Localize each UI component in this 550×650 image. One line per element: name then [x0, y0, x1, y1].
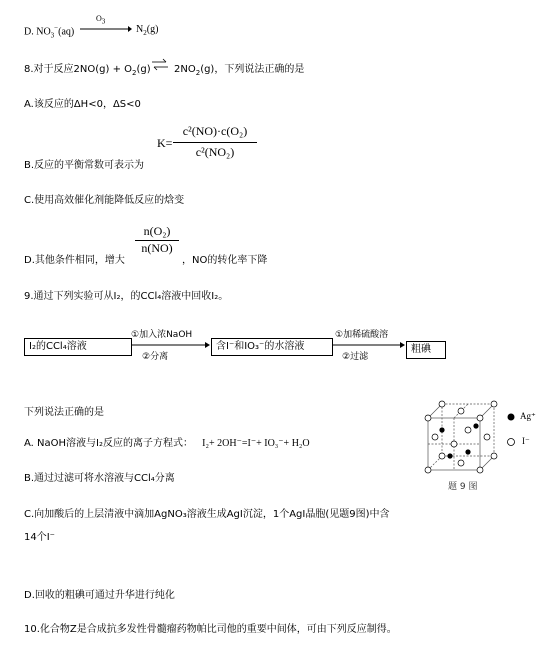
q7-arrow-label: $O_3$	[96, 14, 106, 26]
q8-option-b: B.反应的平衡常数可表示为	[24, 160, 145, 171]
legend-ag: Ag⁺	[520, 411, 536, 421]
legend-i: I⁻	[522, 436, 530, 446]
reaction-arrow-icon	[80, 24, 132, 34]
q8-option-d-right: ，NO的转化率下降	[182, 255, 268, 266]
k-denominator: c²(NO₂)	[195, 145, 235, 159]
ratio-numerator: n(O₂)	[143, 224, 171, 238]
flow-step1-bottom: ②分离	[142, 352, 169, 362]
q8-stem-right: $2NO_2(g)$，下列说法正确的是	[174, 64, 305, 77]
flow-box-i2-ccl4: I₂的CCl₄溶液	[24, 338, 132, 356]
k-label: K=	[157, 136, 173, 150]
agi-unit-cell-figure	[420, 400, 500, 474]
q9-option-c-line1: C.向加酸后的上层清液中滴加AgNO₃溶液生成AgI沉淀，1个AgI晶胞(见题9图)中含	[24, 509, 390, 520]
k-fraction-bar	[173, 142, 257, 143]
q8-option-d-left: D.其他条件相同，增大	[24, 255, 125, 266]
q8-option-a: A.该反应的ΔH<0，ΔS<0	[24, 99, 141, 110]
q10-stem: 10.化合物Z是合成抗多发性骨髓瘤药物帕比司他的重要中间体，可由下列反应制得。	[24, 624, 397, 635]
q9-option-b: B.通过过滤可将水溶液与CCl₄分离	[24, 473, 175, 484]
flow-step2-bottom: ②过滤	[342, 352, 369, 362]
q9-option-a: A. NaOH溶液与I₂反应的离子方程式： I₂+ 2OH⁻=I⁻+ IO₃⁻+ H₂O	[24, 438, 310, 449]
ag-ion-legend-icon	[506, 412, 516, 422]
equilibrium-arrow-icon	[150, 58, 170, 72]
flow-box-crude-iodine: 粗碘	[406, 341, 446, 359]
k-numerator: c²(NO)·c(O₂)	[182, 124, 248, 138]
flow-step2-top: ①加稀硫酸溶	[335, 330, 389, 340]
flow-box-aqueous: 含I⁻和IO₃⁻的水溶液	[211, 338, 333, 356]
q8-stem-left: 8.对于反应$2NO(g) + O_2(g)$	[24, 64, 151, 77]
q9-option-c-line2: 14个I⁻	[24, 532, 55, 543]
figure-caption: 题 9 图	[448, 482, 478, 492]
q9-stem: 9.通过下列实验可从I₂，的CCl₄溶液中回收I₂。	[24, 291, 229, 302]
q8-option-c: C.使用高效催化剂能降低反应的焓变	[24, 195, 185, 206]
flow-step1-top: ①加入浓NaOH	[131, 330, 193, 340]
ratio-denominator: n(NO)	[141, 241, 173, 255]
q7-product: $N_2(g)$	[136, 24, 159, 37]
q9-lead: 下列说法正确的是	[24, 407, 104, 418]
q7-option-d: D. $NO_3^-(aq)$	[24, 24, 75, 40]
q9-option-d: D.回收的粗碘可通过升华进行纯化	[24, 590, 175, 601]
i-ion-legend-icon	[506, 437, 516, 447]
